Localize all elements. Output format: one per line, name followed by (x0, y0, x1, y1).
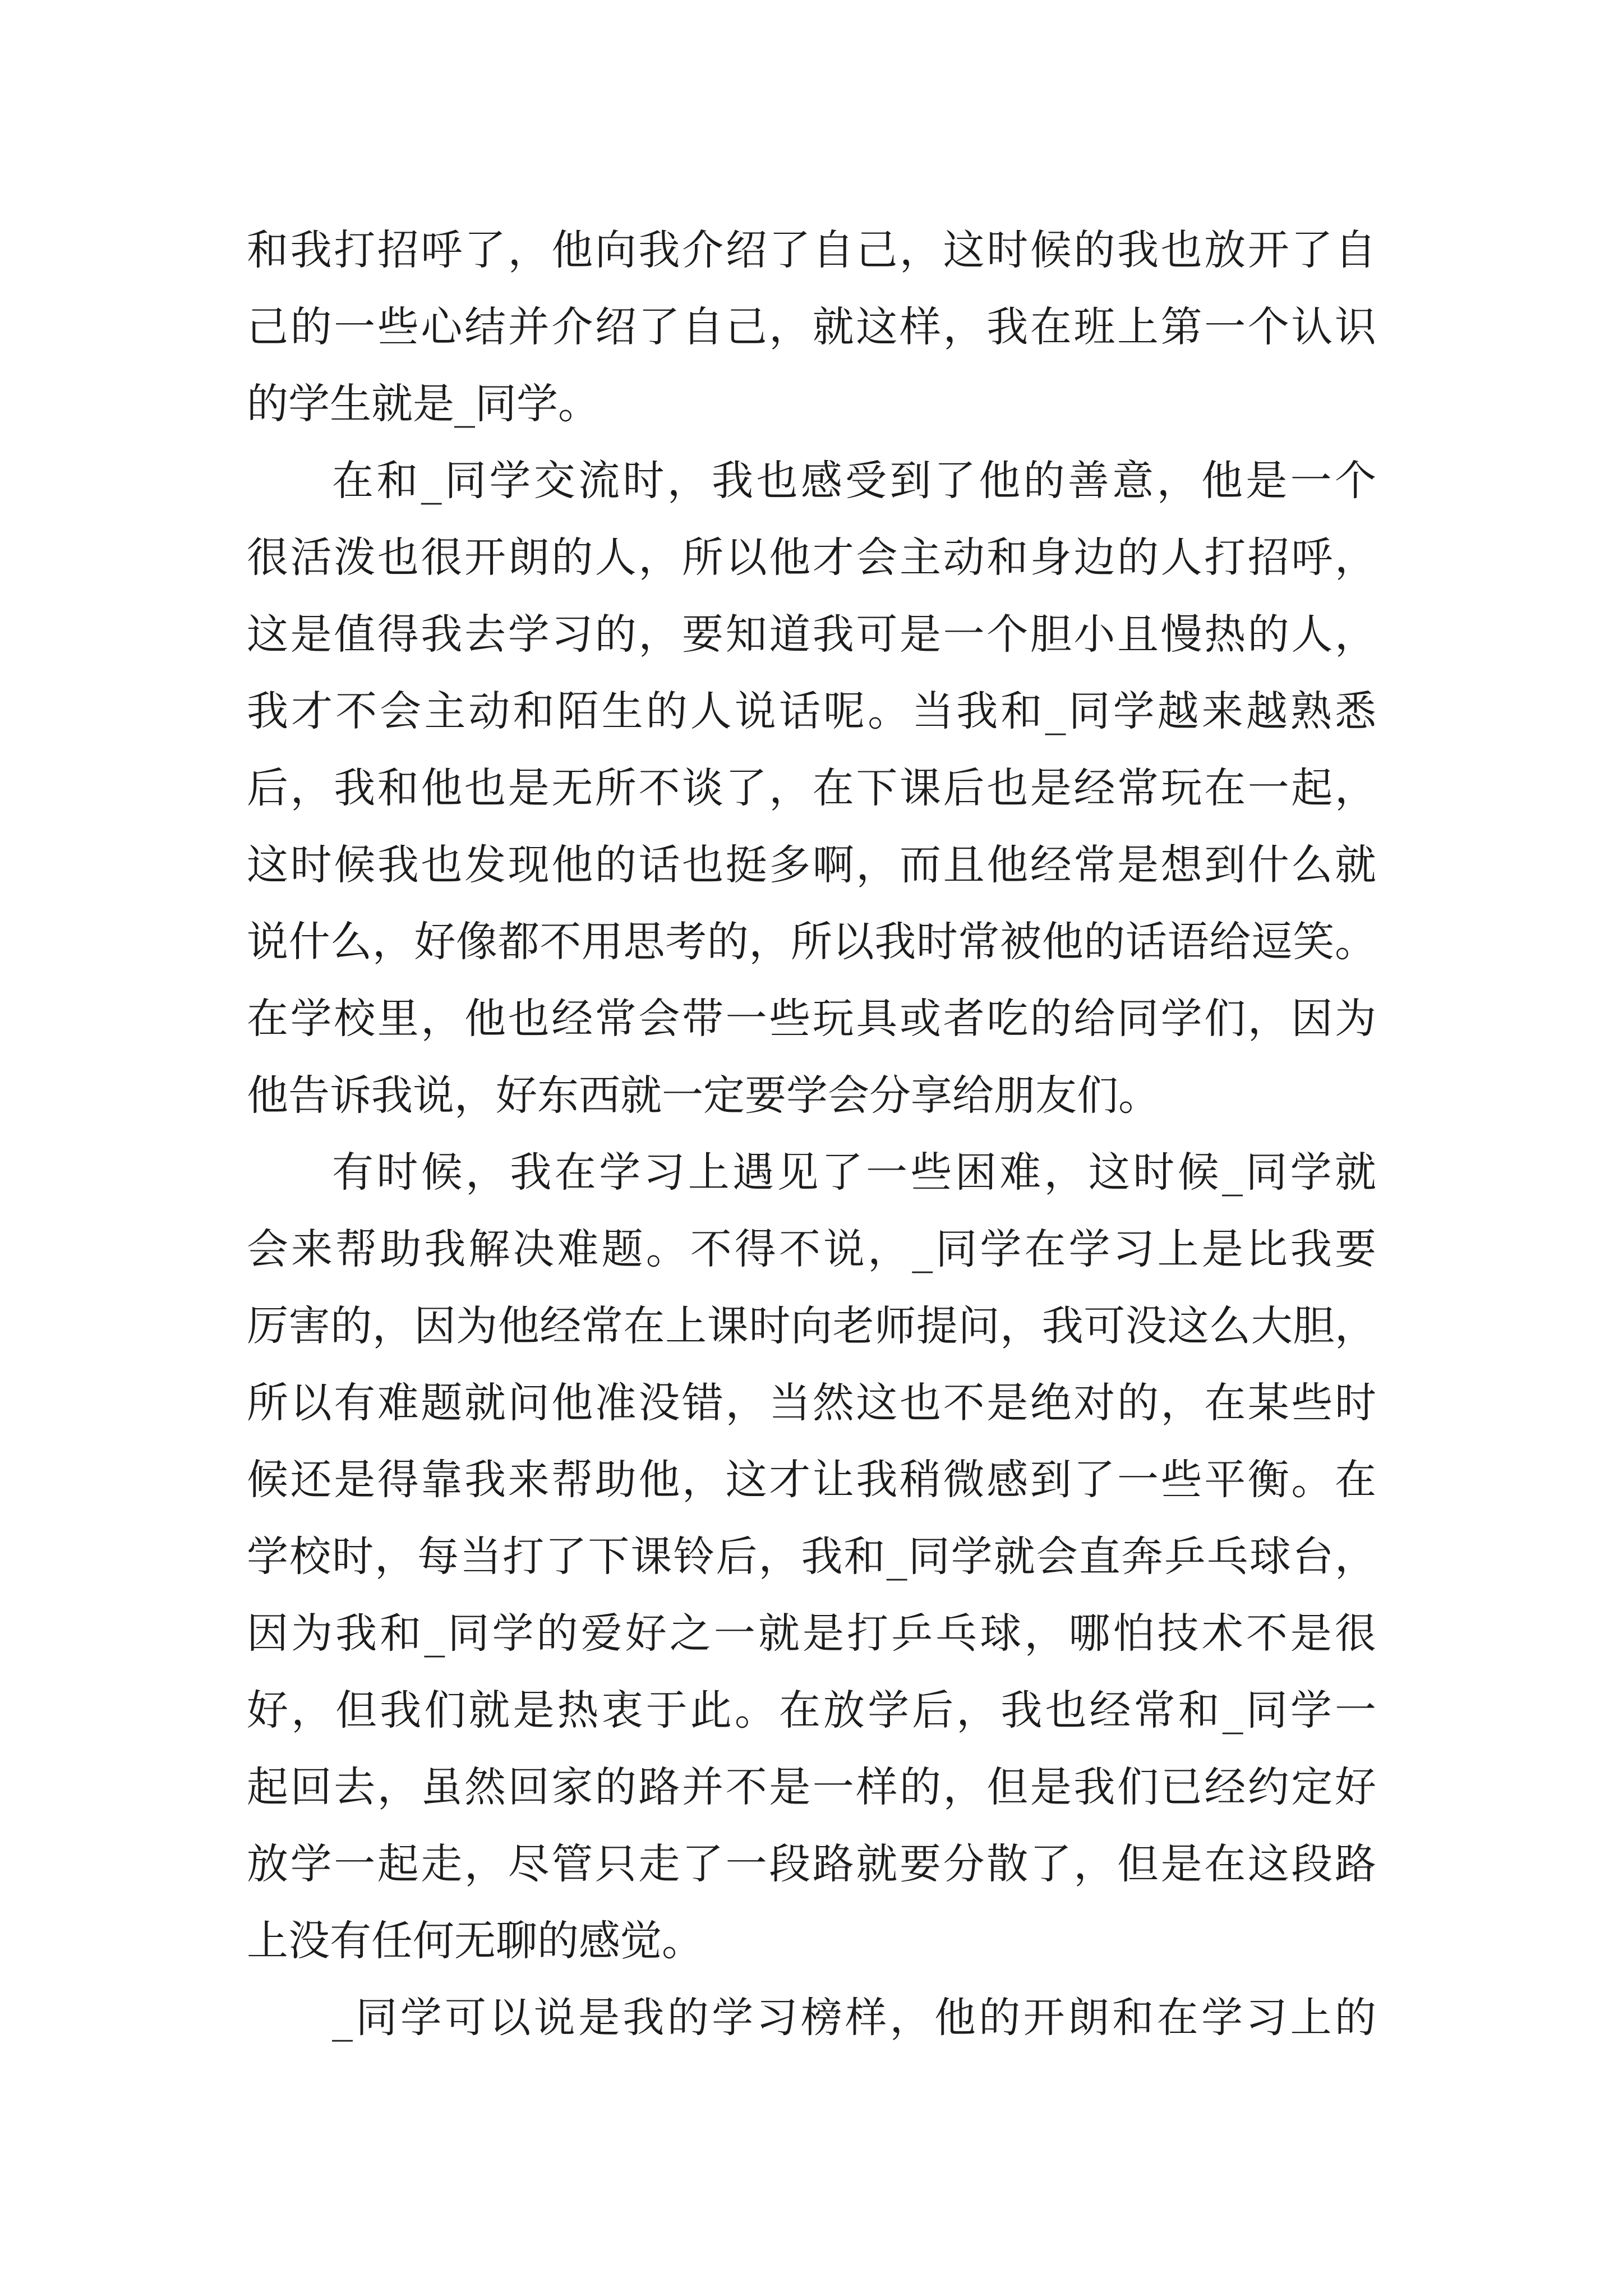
text-line: 说什么，好像都不用思考的，所以我时常被他的话语给逗笑。 (247, 918, 1376, 966)
text-line: 后，我和他也是无所不谈了，在下课后也是经常玩在一起， (247, 764, 1376, 812)
text-line: 他告诉我说，好东西就一定要学会分享给朋友们。 (247, 1071, 1160, 1120)
paragraph (247, 443, 1376, 1134)
text-line: 起回去，虽然回家的路并不是一样的，但是我们已经约定好 (247, 1763, 1376, 1811)
text-line: 厉害的，因为他经常在上课时向老师提问，我可没这么大胆， (247, 1302, 1376, 1350)
text-line: 在学校里，他也经常会带一些玩具或者吃的给同学们，因为 (247, 995, 1376, 1043)
text-line: 学校时，每当打了下课铃后，我和_同学就会直奔乒乓球台， (247, 1533, 1376, 1581)
paragraph (247, 212, 1376, 443)
text-line: 的学生就是_同学。 (247, 380, 600, 428)
text-line: 好，但我们就是热衷于此。在放学后，我也经常和_同学一 (247, 1686, 1376, 1734)
text-line: 有时候，我在学习上遇见了一些困难，这时候_同学就 (332, 1148, 1376, 1197)
paragraph (247, 1980, 1376, 2056)
text-line: 这时候我也发现他的话也挺多啊，而且他经常是想到什么就 (247, 841, 1376, 889)
text-line: 上没有任何无聊的感觉。 (247, 1917, 703, 1965)
text-line: 很活泼也很开朗的人，所以他才会主动和身边的人打招呼， (247, 533, 1376, 582)
text-line: 和我打招呼了，他向我介绍了自己，这时候的我也放开了自 (247, 226, 1376, 274)
text-line: 放学一起走，尽管只走了一段路就要分散了，但是在这段路 (247, 1840, 1376, 1888)
text-line: 这是值得我去学习的，要知道我可是一个胆小且慢热的人， (247, 610, 1376, 659)
text-line: 会来帮助我解决难题。不得不说，_同学在学习上是比我要 (247, 1225, 1376, 1273)
text-line: 我才不会主动和陌生的人说话呢。当我和_同学越来越熟悉 (247, 687, 1376, 735)
text-line: 因为我和_同学的爱好之一就是打乒乓球，哪怕技术不是很 (247, 1609, 1376, 1658)
text-line: 候还是得靠我来帮助他，这才让我稍微感到了一些平衡。在 (247, 1456, 1376, 1504)
text-line: 己的一些心结并介绍了自己，就这样，我在班上第一个认识 (247, 303, 1376, 351)
text-line: 在和_同学交流时，我也感受到了他的善意，他是一个 (332, 457, 1376, 505)
body-text (247, 212, 1376, 2056)
text-line: 所以有难题就问他准没错，当然这也不是绝对的，在某些时 (247, 1379, 1376, 1427)
paragraph (247, 1134, 1376, 1980)
text-line: _同学可以说是我的学习榜样，他的开朗和在学习上的 (332, 1994, 1376, 2042)
